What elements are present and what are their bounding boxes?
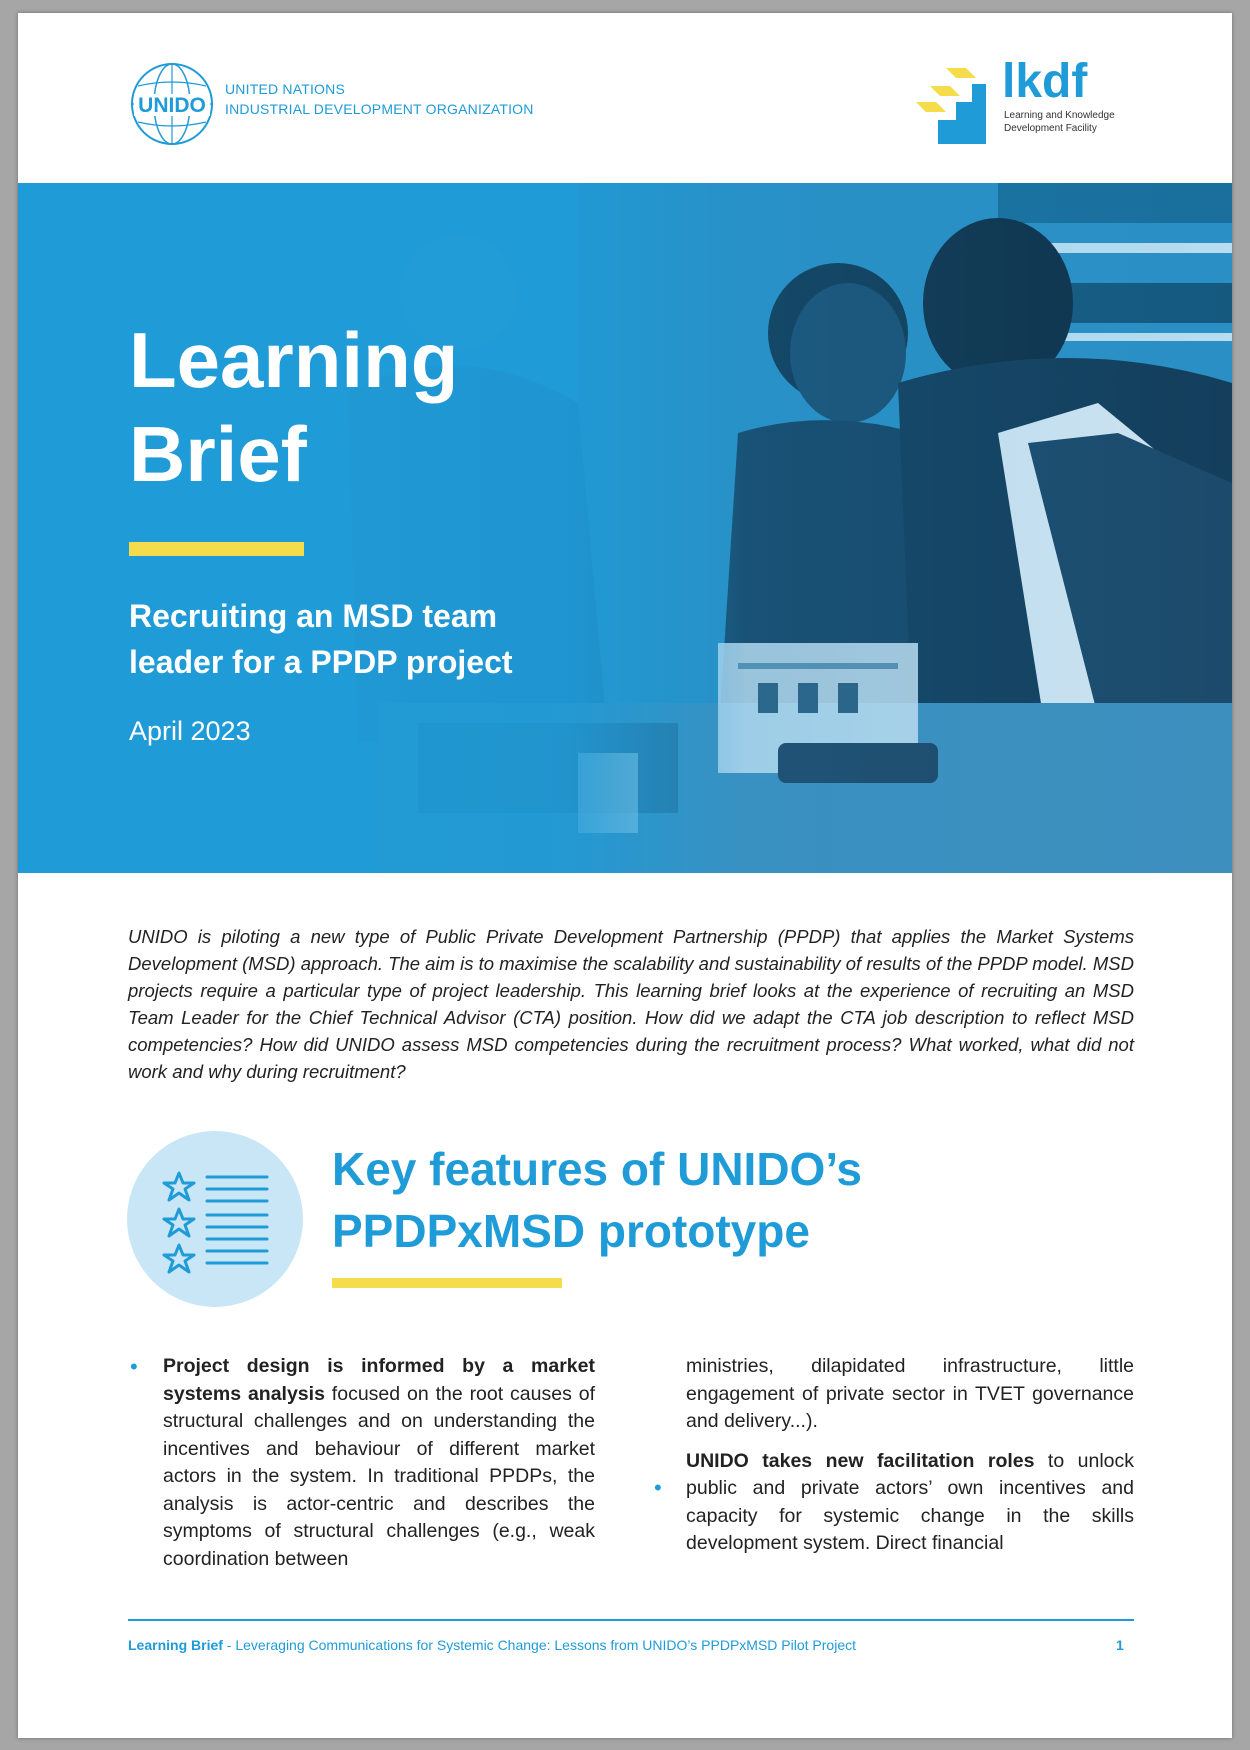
hero-banner (18, 183, 1232, 873)
footer-label: Learning Brief (128, 1637, 223, 1653)
footer-text (128, 1637, 856, 1653)
lkdf-logo-icon (916, 60, 988, 146)
section-title-line1: Key features of UNIDO’s (332, 1143, 862, 1195)
bullet-2-text: to unlock public and private actors’ own incentives and capacity for systemic change in the skills development system. Direct financial (686, 1449, 1135, 1554)
document-page (18, 13, 1232, 1738)
title-accent-bar (129, 542, 304, 556)
bullet-marker-2: • (654, 1475, 662, 1500)
bullet-marker-1: • (130, 1354, 138, 1379)
bullet-1-continuation: ministries, dilapidated infrastructure, little engagement of private sector in TVET governance and delivery...). (686, 1355, 1134, 1432)
bullet-2-bold: UNIDO takes new facilitation roles (686, 1449, 1035, 1472)
title-line2: Brief (129, 410, 307, 498)
title-line1: Learning (129, 316, 459, 404)
unido-logo-icon (128, 60, 216, 148)
section-title-line2: PPDPxMSD prototype (332, 1205, 810, 1257)
publication-date: April 2023 (129, 716, 251, 746)
bullet-item-1 (163, 1353, 595, 1573)
checklist-stars-icon (127, 1131, 303, 1307)
intro-paragraph: UNIDO is piloting a new type of Public Private Development Partnership (PPDP) that applies the Market Systems Development (MSD) approach. The aim is to maximise the scalability and sustainability of results of the PPDP model. MSD projects require a particular type of project leadership. This learning brief looks at the experience of recruiting an MSD Team Leader for the Chief Technical Advisor (CTA) position. How did we adapt the CTA job description to reflect MSD competencies? How did UNIDO assess MSD competencies during the recruitment process? What worked, what did not work and why during recruitment? (128, 926, 1134, 1082)
lkdf-name: lkdf (1002, 55, 1088, 108)
lkdf-subtitle: Learning and Knowledge Development Facility (1004, 110, 1115, 134)
org-name-line2: INDUSTRIAL DEVELOPMENT ORGANIZATION (225, 101, 534, 117)
page-number: 1 (1116, 1637, 1124, 1653)
page-title (129, 313, 629, 501)
bullet-1-text: focused on the root causes of structural challenges and on understanding the incentives and behaviour of different market actors in the system. In traditional PPDPs, the analysis is actor-centric and describes the symptoms of structural challenges (e.g., weak coordination between (163, 1382, 595, 1570)
hero-photo (18, 183, 1232, 873)
bullet-1-bold: Project design is informed by a market systems analysis (163, 1355, 595, 1405)
section-title (332, 1138, 932, 1262)
footer-divider (128, 1619, 1134, 1621)
subtitle-line2: leader for a PPDP project (129, 644, 513, 680)
subtitle (129, 593, 649, 685)
footer-description: - Leveraging Communications for Systemic Change: Lessons from UNIDO’s PPDPxMSD Pilot Project (222, 1637, 856, 1653)
org-name-line1: UNITED NATIONS (225, 81, 345, 97)
org-name (225, 79, 534, 119)
subtitle-line1: Recruiting an MSD team (129, 598, 498, 634)
unido-logo-text: UNIDO (138, 94, 206, 117)
column-2 (686, 1353, 1134, 1558)
bullet-item-2 (686, 1448, 1134, 1558)
section-accent-bar (332, 1278, 562, 1288)
